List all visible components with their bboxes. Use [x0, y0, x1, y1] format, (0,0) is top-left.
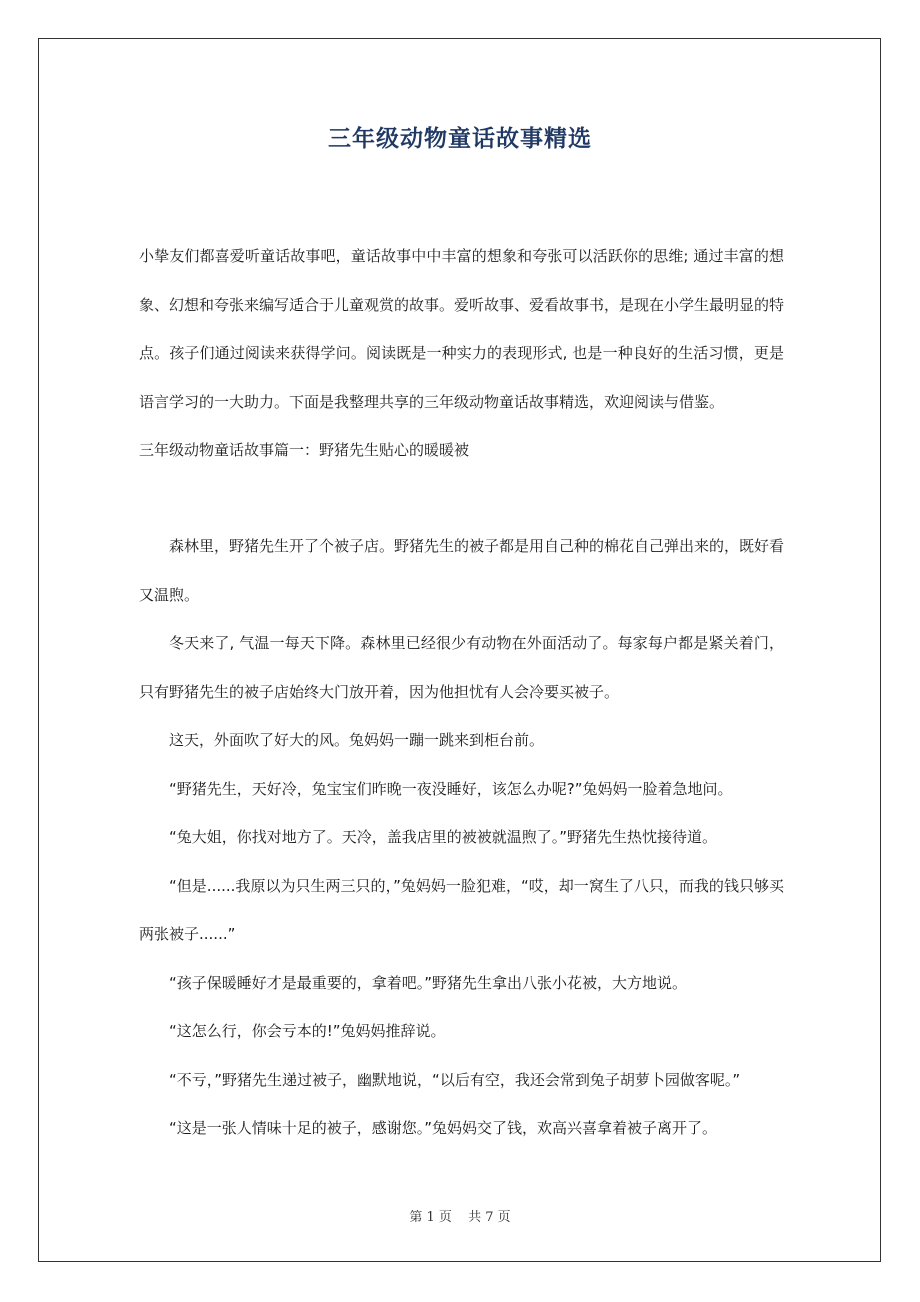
intro-paragraph: 小挚友们都喜爱听童话故事吧，童话故事中中丰富的想象和夸张可以活跃你的思维; 通过丰富的想象、幻想和夸张来编写适合于儿童观赏的故事。爱听故事、爱看故事书，是现在小学生最明显的特点。孩子们通过阅读来获得学问。阅读既是一种实力的表现形式, 也是一种良好的生活习惯，更是语言学习的一大助力。下面是我整理共享的三年级动物童话故事精选，欢迎阅读与借鉴。 [139, 247, 785, 411]
page-total: 共 7 页 [468, 1210, 511, 1225]
story-paragraph: “不亏，”野猪先生递过被子，幽默地说，“以后有空，我还会常到兔子胡萝卜园做客呢。” [169, 1070, 741, 1089]
story-paragraph: “这是一张人情味十足的被子，感谢您。”兔妈妈交了钱，欢高兴喜拿着被子离开了。 [169, 1119, 718, 1137]
story-paragraph: 冬天来了, 气温一每天下降。森林里已经很少有动物在外面活动了。每家每户都是紧关着门，只有野猪先生的被子店始终大门放开着，因为他担忧有人会冷要买被子。 [139, 634, 784, 701]
intro-block [139, 232, 784, 426]
story-paragraph: “野猪先生，天好冷，兔宝宝们昨晚一夜没睡好，该怎么办呢?”兔妈妈一脸着急地问。 [169, 779, 733, 798]
story-paragraph: “但是......我原以为只生两三只的，”兔妈妈一脸犯难，“哎，却一窝生了八只，而我的钱只够买两张被子......” [139, 876, 784, 943]
document-title: 三年级动物童话故事精选 [328, 126, 592, 152]
story-paragraph: “兔大姐，你找对地方了。天冷，盖我店里的被被就温煦了。”野猪先生热忱接待道。 [169, 828, 718, 846]
story-paragraph: 森林里，野猪先生开了个被子店。野猪先生的被子都是用自己种的棉花自己弹出来的，既好看又温煦。 [139, 537, 785, 604]
section-heading: 三年级动物童话故事篇一：野猪先生贴心的暖暖被 [139, 441, 470, 459]
story-body [139, 522, 784, 1153]
story-paragraph: “这怎么行，你会亏本的!”兔妈妈推辞说。 [169, 1022, 446, 1040]
story-paragraph: 这天，外面吹了好大的风。兔妈妈一蹦一跳来到柜台前。 [169, 731, 545, 749]
page-number: 第 1 页 [409, 1210, 452, 1225]
page-footer [0, 1206, 920, 1225]
story-paragraph: “孩子保暖睡好才是最重要的，拿着吧。”野猪先生拿出八张小花被，大方地说。 [169, 973, 688, 992]
